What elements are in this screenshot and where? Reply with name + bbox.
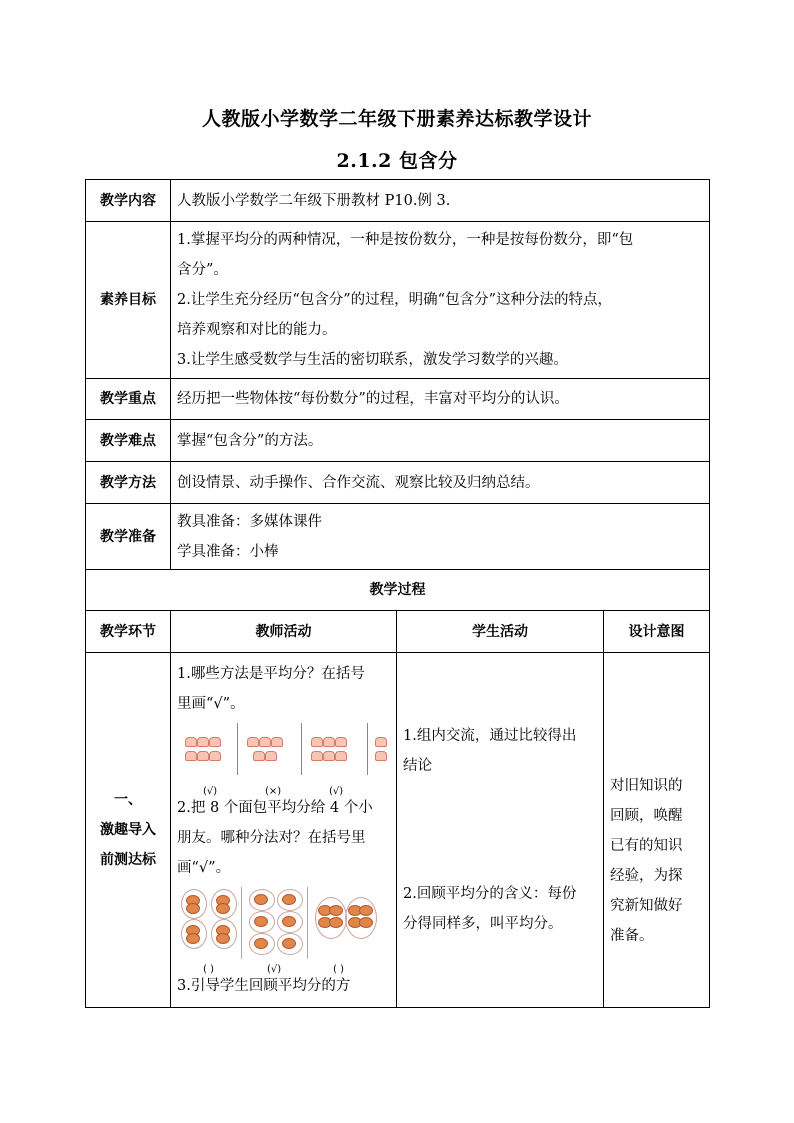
header-teacher: 教师活动: [171, 611, 397, 653]
cake-icon: [197, 751, 209, 761]
intent-line: 准备。: [610, 928, 654, 944]
value-method: 创设情景、动手操作、合作交流、观察比较及归纳总结。: [171, 462, 710, 504]
design-intent: [604, 653, 710, 1008]
cake-icon: [185, 737, 197, 747]
q2-line: 画“√”。: [177, 860, 231, 876]
stage-line: 一、: [114, 792, 142, 808]
goal-line: 1.掌握平均分的两种情况，一种是按份数分，一种是按每份数分，即“包: [177, 232, 634, 248]
prep-line: 教具准备：多媒体课件: [177, 513, 322, 530]
lesson-plan-table: [85, 179, 710, 1008]
cake-icon: [311, 751, 323, 761]
teacher-activity: [171, 653, 397, 1008]
answer-mark: (√): [203, 786, 218, 797]
cake-icon: [259, 737, 271, 747]
cake-icon: [197, 737, 209, 747]
intent-line: 回顾，唤醒: [610, 808, 683, 824]
bread-icon: [282, 916, 296, 927]
answer-mark: ( ): [333, 964, 344, 975]
cake-icon: [209, 737, 221, 747]
bread-icon: [216, 933, 230, 944]
goal-line: 含分”。: [177, 262, 228, 278]
label-key: 教学重点: [86, 379, 171, 420]
answer-mark: (√): [329, 786, 344, 797]
value-key: 经历把一些物体按“每份数分”的过程，丰富对平均分的认识。: [171, 379, 710, 420]
label-difficulty: 教学难点: [86, 420, 171, 462]
cake-icon: [323, 751, 335, 761]
row-content: [86, 180, 710, 222]
cake-icon: [247, 737, 259, 747]
q2-line: 朋友。哪种分法对？在括号里: [177, 830, 366, 846]
s2-line: 分得同样多，叫平均分。: [403, 916, 563, 932]
row-method: [86, 462, 710, 504]
cake-icon: [271, 737, 283, 747]
bread-icon: [216, 903, 230, 914]
cake-icon: [253, 751, 265, 761]
goal-line: 3.让学生感受数学与生活的密切联系，激发学习数学的兴趣。: [177, 352, 568, 368]
intent-line: 究新知做好: [610, 898, 683, 914]
intent-line: 已有的知识: [610, 838, 683, 854]
row-difficulty: [86, 420, 710, 462]
student-activity: [397, 653, 604, 1008]
stage-line: 激趣导入: [100, 822, 156, 838]
cake-icon: [375, 751, 387, 761]
intent-line: 经验，为探: [610, 868, 683, 884]
label-goals: 素养目标: [86, 222, 171, 379]
q2-line: 2.把 8 个面包平均分给 4 个小: [177, 800, 373, 816]
cake-panel: [179, 723, 238, 775]
label-method: 教学方法: [86, 462, 171, 504]
goal-line: 培养观察和对比的能力。: [177, 322, 337, 338]
goal-line: 2.让学生充分经历“包含分”的过程，明确“包含分”这种分法的特点，: [177, 292, 612, 308]
bread-icon: [254, 938, 268, 949]
document-title: 人教版小学数学二年级下册素养达标教学设计: [201, 108, 592, 130]
value-prep: [171, 504, 710, 570]
cake-icon: [375, 737, 387, 747]
bread-icon: [359, 917, 373, 928]
row-key: [86, 379, 710, 420]
q3-line: 3.引导学生回顾平均分的方: [177, 978, 351, 994]
value-content: 人教版小学数学二年级下册教材 P10.例 3.: [171, 180, 710, 222]
bread-icon: [282, 894, 296, 905]
figure-bread: [177, 887, 390, 975]
bread-icon: [254, 916, 268, 927]
header-intent: 设计意图: [604, 611, 710, 653]
cake-icon: [185, 751, 197, 761]
bread-icon: [329, 917, 343, 928]
cake-icon: [265, 751, 277, 761]
answer-mark: ( ): [203, 964, 214, 975]
process-heading: 教学过程: [86, 570, 710, 611]
intent-line: 对旧知识的: [610, 778, 683, 794]
label-prep: 教学准备: [86, 504, 171, 570]
value-difficulty: 掌握“包含分”的方法。: [171, 420, 710, 462]
value-goals: [171, 222, 710, 379]
label-content: 教学内容: [86, 180, 171, 222]
s2-line: 2.回顾平均分的含义：每份: [403, 886, 577, 902]
bread-icon: [186, 933, 200, 944]
s1-line: 结论: [403, 758, 432, 774]
prep-line: 学具准备：小棒: [177, 543, 279, 560]
cake-icon: [209, 751, 221, 761]
figure-cakes: [177, 723, 390, 797]
cake-panel: [303, 723, 368, 775]
bread-icon: [186, 903, 200, 914]
cake-icon: [335, 751, 347, 761]
divider: [307, 887, 308, 959]
cake-panel: [239, 723, 302, 775]
cake-icon: [311, 737, 323, 747]
cake-panel: [369, 723, 393, 775]
q1-line: 里画“√”。: [177, 696, 245, 712]
row-process-headers: [86, 611, 710, 653]
stage-line: 前测达标: [100, 852, 156, 868]
bread-icon: [329, 905, 343, 916]
cake-icon: [335, 737, 347, 747]
bread-icon: [359, 905, 373, 916]
row-process-heading: [86, 570, 710, 611]
cake-icon: [323, 737, 335, 747]
answer-mark: (×): [265, 786, 282, 797]
row-goals: [86, 222, 710, 379]
divider: [241, 887, 242, 959]
stage-label: [86, 653, 171, 1008]
lesson-title: 2.1.2 包含分: [336, 150, 458, 172]
bread-icon: [282, 938, 296, 949]
bread-icon: [254, 894, 268, 905]
row-prep: [86, 504, 710, 570]
s1-line: 1.组内交流，通过比较得出: [403, 728, 577, 744]
row-stage-1: [86, 653, 710, 1008]
q1-line: 1.哪些方法是平均分？在括号: [177, 666, 365, 682]
answer-mark: (√): [267, 964, 282, 975]
header-stage: 教学环节: [86, 611, 171, 653]
header-student: 学生活动: [397, 611, 604, 653]
